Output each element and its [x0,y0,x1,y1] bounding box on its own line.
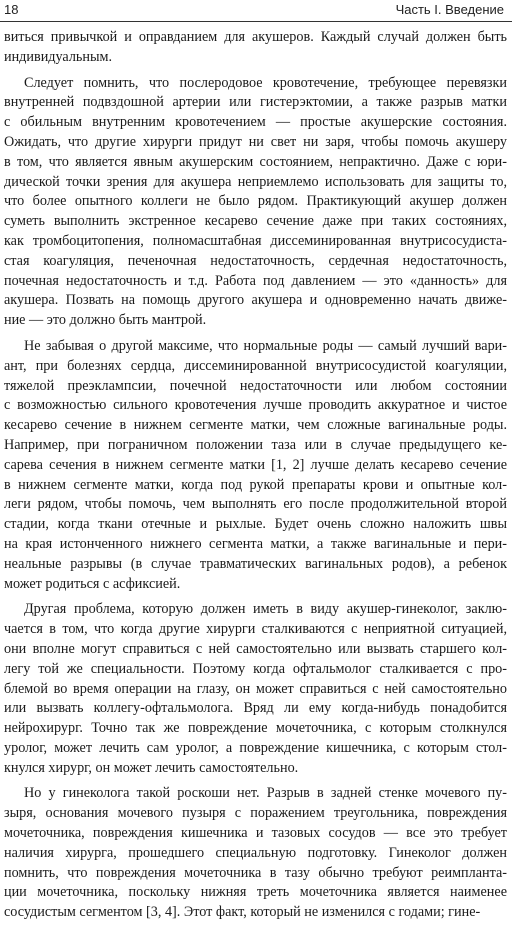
text-line: ции мочеточника, поскольку нижняя треть мочеточника является наименее [4,884,507,901]
text-line: на края истонченного нижнего сегмента матки, а также вагинальные и пери- [4,535,507,552]
text-line: Но у гинеколога такой роскоши нет. Разрыв в задней стенке мочевого пу- [24,785,507,802]
text-line: нейрохирург. Точно так же повреждение мочеточника, с которым столкнулся [4,720,507,737]
text-line: неальные разрывы (в случае травматических вагинальных родов), а ребенок [4,555,507,572]
text-line: в нижнем сегменте матки, когда под рукой препараты крови и опытные кол- [4,476,507,493]
text-line: сарева сечения в нижнем сегменте матки [1, 2] лучше делать кесарево сечение [4,456,507,473]
text-line: акушера. Позвать на помощь другого акушера и одновременно начать движе- [4,292,507,309]
text-line: блемой во время операции на глазу, он может справиться с ней самостоятельно [4,680,507,697]
body-text [4,28,507,929]
text-line: Ожидать, что другие хирурги придут ни свет ни заря, чтобы помочь акушеру [4,133,507,150]
text-line: легу той же специальности. Поэтому когда офтальмолог сталкивается с про- [4,660,507,677]
text-line: мочеточника, повреждения кишечника и тазовых сосудов — все это требует [4,825,507,842]
text-line: индивидуальным. [4,48,113,65]
paragraph [4,74,507,331]
text-line: с обильным внутренним кровотечением — простые акушерские состояния. [4,114,507,131]
text-line: стадии, когда ткани отечные и рыхлые. Будет очень сложно наложить швы [4,516,507,533]
text-line: что более опытного коллеги не было рядом. Практикующий акушер должен [4,193,507,210]
text-line: виться привычкой и оправданием для акушеров. Каждый случай должен быть [4,29,507,45]
text-line: как тромбоцитопения, полномасштабная диссеминированная внутрисосудиста- [4,232,507,249]
text-line: Следует помнить, что послеродовое кровотечение, требующее перевязки [24,74,507,91]
text-line: с возможностью сильного кровотечения лучше проводить аккуратное и чистое [4,397,507,414]
text-line: тяжелой преэклампсии, почечной недостаточности или любом состоянии [4,377,507,394]
text-line: почечная недостаточность и т.д. Работа под давлением — это «данность» для [4,272,507,289]
text-line: внутренней подвздошной артерии или гистерэктомии, а также разрыв матки [4,94,507,111]
text-line: ние — это должно быть мантрой. [4,312,207,329]
running-head: Часть I. Введение [395,2,504,17]
paragraph [4,784,507,923]
text-line: кнулся хирург, он может лечить самостоятельно. [4,759,299,776]
text-line: леги рядом, чтобы помочь, чем выполнять его после продолжительной второй [4,496,507,513]
text-line: суметь выполнить экстренное кесарево сечение даже при таких состояниях, [4,213,507,230]
paragraph [4,337,507,594]
text-line: зыря, основания мочевого пузыря с поражением треугольника, повреждения [4,805,507,822]
text-line: стая коагуляция, печеночная недостаточность, сердечная недостаточность, [4,252,507,269]
text-line: Другая проблема, которую должен иметь в виду акушер-гинеколог, заклю- [24,601,507,618]
page-header [0,0,512,24]
text-line: помнить, что повреждения мочеточника в тазу обычно требуют реимпланта- [4,864,507,881]
text-line: наличия хирурга, прошедшего специальную подготовку. Гинеколог должен [4,844,507,861]
text-line: сосудистым сегментом [3, 4]. Этот факт, который не изменился с годами; гине- [4,904,481,921]
text-line: они вполне могут справиться с ней самостоятельно или вызвать старшего кол- [4,640,507,657]
text-line: в том, что является явным акушерским состоянием, непрактично. Даже с юри- [4,153,507,170]
text-line: кесарево сечение в нижнем сегменте матки, чем сложные вагинальные роды. [4,417,507,434]
text-line: чается в том, что когда другие хирурги сталкиваются с неприятной ситуацией, [4,621,507,638]
paragraph [4,28,507,68]
text-line: может родиться с асфиксией. [4,575,181,592]
header-rule [0,21,512,22]
text-line: Например, при пограничном положении таза или в случае предыдущего ке- [4,436,507,453]
page-number: 18 [4,2,19,17]
paragraph [4,600,507,778]
text-line: ант, при болезнях сердца, диссеминированной внутрисосудистой коагуляции, [4,357,507,374]
text-line: уролог, может лечить сам уролог, а повреждение кишечника, с которым стол- [4,739,507,756]
text-line: Не забывая о другой максиме, что нормальные роды — самый лучший вари- [24,337,507,354]
text-line: или вызвать коллегу-офтальмолога. Вряд ли ему когда-нибудь понадобится [4,700,507,717]
text-line: дической точки зрения для акушера неприемлемо использовать для защиты то, [4,173,507,190]
